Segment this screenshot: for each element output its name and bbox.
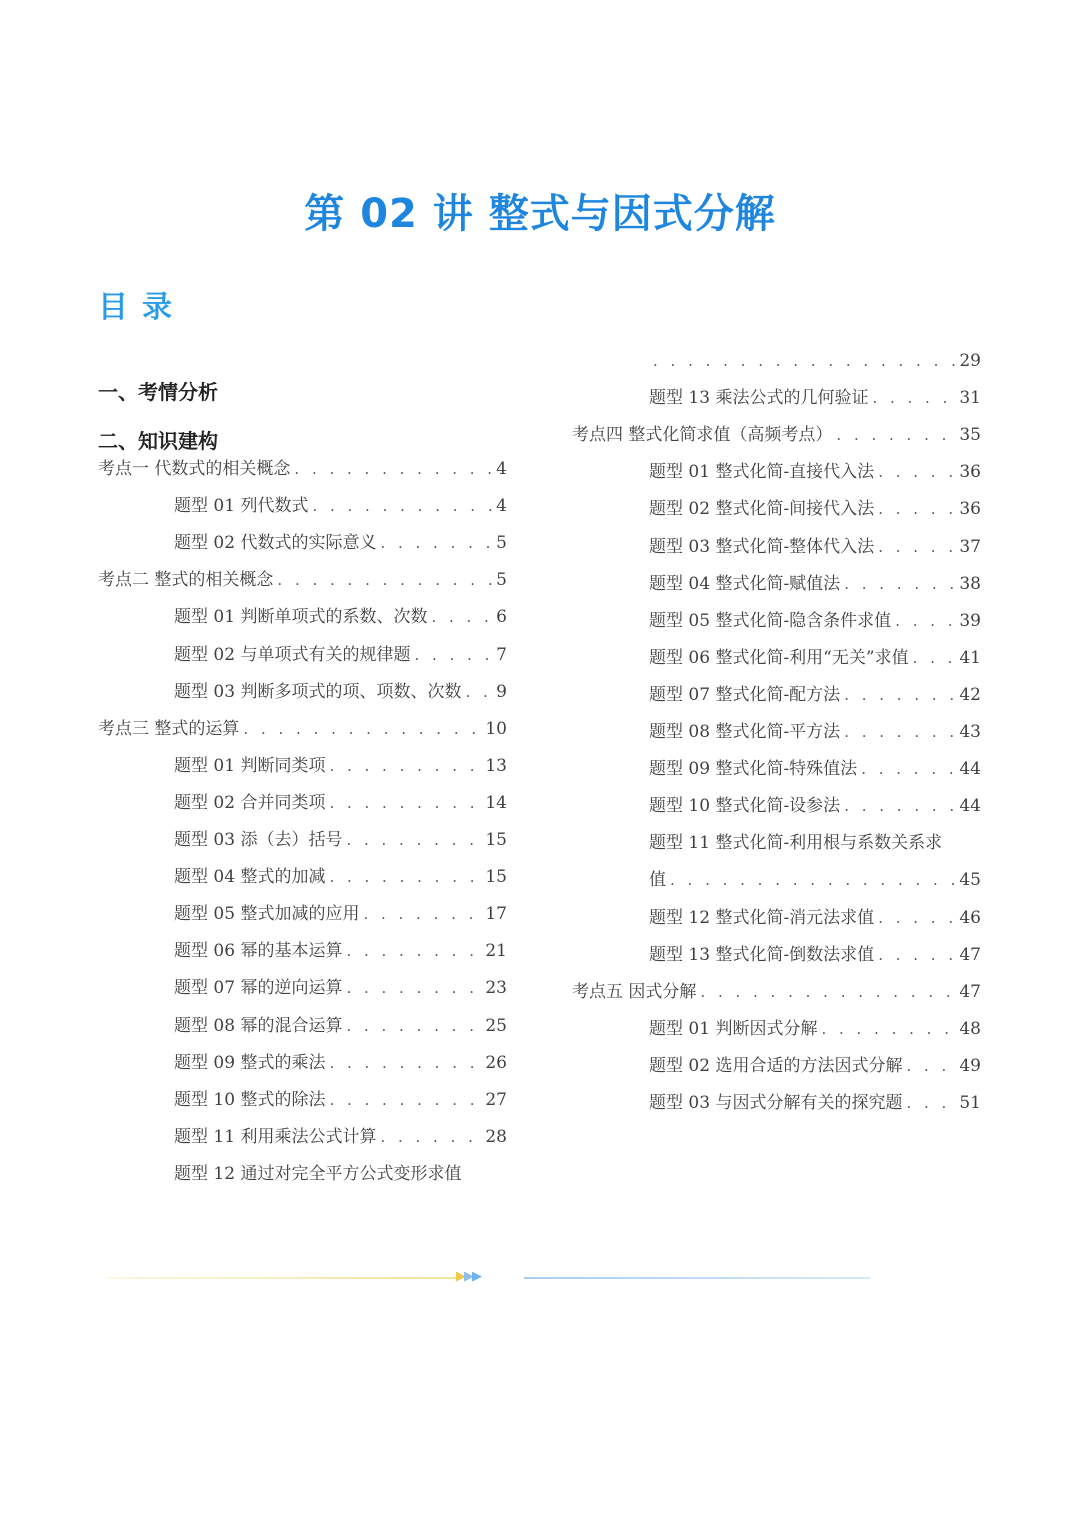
toc-page-number: 35 (959, 425, 981, 446)
toc-page-number: 9 (496, 681, 507, 702)
left-toc-entry-17[interactable] (174, 1087, 507, 1113)
toc-entry-label: 题型 05 整式加减的应用 (174, 904, 360, 925)
right-toc-entry-19[interactable] (649, 1053, 981, 1079)
toc-dot-leader (878, 534, 955, 560)
toc-page-number: 13 (485, 755, 507, 776)
right-toc-entry-4[interactable] (649, 496, 981, 522)
right-toc-entry-16[interactable] (649, 942, 981, 968)
toc-page-number: 42 (959, 684, 981, 705)
right-toc-entry-14[interactable] (649, 867, 981, 893)
toc-page-number: 36 (959, 499, 981, 520)
toc-entry-label: 题型 01 判断同类项 (174, 755, 326, 776)
toc-entry-label: 题型 11 利用乘法公式计算 (174, 1126, 377, 1147)
toc-page-number: 7 (496, 644, 507, 665)
section-knowledge[interactable]: 二、知识建构 (98, 429, 218, 453)
toc-page-number: 44 (959, 759, 981, 780)
toc-entry-label: 题型 02 合并同类项 (174, 792, 326, 813)
toc-page-number: 5 (496, 533, 507, 554)
toc-entry-label: 题型 12 通过对完全平方公式变形求值 (174, 1163, 462, 1184)
toc-entry-label: 题型 08 整式化简-平方法 (649, 722, 841, 742)
toc-page-number: 27 (485, 1089, 507, 1110)
toc-entry-label: 题型 10 整式化简-设参法 (649, 796, 841, 817)
toc-page-number: 25 (485, 1015, 507, 1036)
toc-dot-leader (878, 496, 955, 522)
left-toc-entry-8[interactable] (174, 753, 507, 779)
toc-entry-label: 题型 08 幂的混合运算 (174, 1015, 343, 1036)
toc-dot-leader (243, 716, 481, 742)
left-toc-entry-1[interactable] (174, 493, 507, 519)
toc-page-number: 46 (959, 907, 981, 928)
toc-entry-label: 考点三 整式的运算 (98, 718, 240, 739)
toc-page-number: 47 (959, 981, 981, 1002)
left-toc-entry-10[interactable] (174, 827, 507, 853)
toc-dot-leader (844, 571, 955, 597)
toc-page-number: 31 (959, 388, 981, 409)
toc-entry-label: 考点四 整式化简求值（高频考点） (572, 425, 833, 446)
left-toc-entry-6[interactable] (174, 679, 507, 705)
toc-page-number: 15 (485, 867, 507, 888)
toc-dot-leader (700, 979, 955, 1005)
left-toc-entry-14[interactable] (174, 975, 507, 1001)
toc-dot-leader (844, 682, 955, 708)
toc-dot-leader (294, 456, 492, 482)
toc-dot-leader (346, 938, 481, 964)
toc-entry-label: 题型 03 与因式分解有关的探究题 (649, 1093, 903, 1113)
toc-dot-leader (346, 827, 481, 853)
footer-arrows-icon: ▶▶▶ (456, 1269, 480, 1284)
left-toc-entry-16[interactable] (174, 1050, 507, 1076)
toc-page-number: 44 (959, 796, 981, 817)
toc-entry-label: 值 (649, 870, 666, 891)
toc-dot-leader (329, 1050, 481, 1076)
left-toc-entry-19[interactable] (174, 1161, 507, 1187)
toc-entry-label: 题型 03 判断多项式的项、项数、次数 (174, 681, 462, 702)
toc-heading: 目录 (98, 290, 186, 325)
right-toc-entry-13[interactable] (649, 830, 981, 856)
toc-page-number: 14 (485, 792, 507, 813)
toc-page-number: 48 (959, 1018, 981, 1039)
toc-entry-label: 考点五 因式分解 (572, 981, 697, 1002)
toc-entry-label: 题型 04 整式化简-赋值法 (649, 573, 841, 594)
toc-dot-leader (329, 790, 481, 816)
toc-dot-leader (363, 901, 481, 927)
toc-entry-label: 题型 02 代数式的实际意义 (174, 533, 377, 554)
left-toc-entry-7[interactable] (98, 716, 507, 742)
toc-entry-label: 题型 06 整式化简-利用“无关”求值 (649, 647, 909, 668)
right-toc-entry-9[interactable] (649, 682, 981, 708)
section-analysis[interactable]: 一、考情分析 (98, 380, 218, 404)
toc-dot-leader (414, 642, 492, 668)
toc-entry-label: 题型 01 整式化简-直接代入法 (649, 462, 875, 483)
toc-dot-leader (670, 867, 955, 893)
toc-page-number: 4 (496, 496, 507, 517)
right-toc-entry-12[interactable] (649, 793, 981, 819)
right-toc-entry-17[interactable] (572, 979, 981, 1005)
toc-page-number: 6 (496, 607, 507, 628)
toc-entry-label: 题型 01 判断单项式的系数、次数 (174, 607, 428, 628)
right-toc-entry-0[interactable] (649, 348, 981, 374)
toc-dot-leader (329, 1087, 481, 1113)
page-title: 第 02 讲 整式与因式分解 (304, 191, 776, 237)
toc-page-number: 10 (485, 718, 507, 739)
left-toc-entry-2[interactable] (174, 530, 507, 556)
right-toc-entry-7[interactable] (649, 608, 981, 634)
left-toc-entry-0[interactable] (98, 456, 507, 482)
toc-dot-leader (878, 942, 955, 968)
toc-page-number: 21 (485, 941, 507, 962)
toc-entry-label: 题型 09 整式化简-特殊值法 (649, 759, 858, 780)
right-toc-entry-3[interactable] (649, 459, 981, 485)
toc-entry-label: 题型 07 整式化简-配方法 (649, 684, 841, 705)
toc-entry-label: 题型 13 整式化简-倒数法求值 (649, 944, 875, 965)
toc-entry-label: 题型 06 幂的基本运算 (174, 941, 343, 962)
right-toc-entry-5[interactable] (649, 534, 981, 560)
toc-entry-label: 题型 09 整式的乘法 (174, 1052, 326, 1073)
toc-page-number: 37 (959, 536, 981, 557)
toc-page-number: 51 (959, 1093, 981, 1113)
toc-entry-label: 题型 03 整式化简-整体代入法 (649, 536, 875, 557)
toc-dot-leader (329, 864, 481, 890)
toc-page-number: 26 (485, 1052, 507, 1073)
toc-dot-leader (346, 1013, 481, 1039)
right-toc-entry-6[interactable] (649, 571, 981, 597)
right-toc-entry-2[interactable] (572, 422, 981, 448)
toc-page-number: 17 (485, 904, 507, 925)
toc-entry-label: 题型 01 判断因式分解 (649, 1018, 818, 1039)
right-toc-entry-18[interactable] (649, 1016, 981, 1042)
toc-entry-label: 题型 02 整式化简-间接代入法 (649, 499, 875, 520)
right-toc-entry-8[interactable] (649, 645, 981, 671)
toc-entry-label: 考点一 代数式的相关概念 (98, 459, 291, 479)
toc-page-number: 5 (496, 570, 507, 591)
right-toc-entry-1[interactable] (649, 385, 981, 411)
toc-entry-label: 题型 07 幂的逆向运算 (174, 978, 343, 999)
toc-dot-leader (346, 975, 481, 1001)
right-toc-entry-11[interactable] (649, 756, 981, 782)
toc-page-number: 41 (959, 647, 981, 668)
toc-dot-leader (906, 1090, 955, 1116)
toc-dot-leader (380, 530, 492, 556)
toc-dot-leader (431, 604, 492, 630)
toc-dot-leader (872, 385, 955, 411)
toc-entry-label: 题型 02 与单项式有关的规律题 (174, 644, 411, 665)
toc-dot-leader (329, 753, 481, 779)
toc-page-number: 23 (485, 978, 507, 999)
toc-page-number: 43 (959, 722, 981, 742)
toc-page-number: 29 (959, 351, 981, 371)
toc-entry-label: 题型 12 整式化简-消元法求值 (649, 907, 875, 928)
toc-entry-label: 题型 05 整式化简-隐含条件求值 (649, 610, 892, 631)
footer-divider-left (108, 1277, 458, 1279)
toc-dot-leader (836, 422, 955, 448)
left-toc-entry-11[interactable] (174, 864, 507, 890)
left-toc-entry-12[interactable] (174, 901, 507, 927)
toc-entry-label: 题型 03 添（去）括号 (174, 830, 343, 850)
left-toc-entry-4[interactable] (174, 604, 507, 630)
toc-dot-leader (821, 1016, 955, 1042)
toc-dot-leader (906, 1053, 955, 1079)
toc-page-number: 4 (496, 459, 507, 479)
toc-dot-leader (861, 756, 955, 782)
toc-entry-label: 题型 13 乘法公式的几何验证 (649, 388, 869, 409)
toc-entry-label: 题型 02 选用合适的方法因式分解 (649, 1055, 903, 1076)
toc-page-number: 47 (959, 944, 981, 965)
toc-dot-leader (913, 645, 956, 671)
toc-page-number: 28 (485, 1126, 507, 1147)
toc-dot-leader (653, 348, 955, 374)
toc-dot-leader (895, 608, 955, 634)
right-toc-entry-10[interactable] (649, 719, 981, 745)
left-toc-entry-13[interactable] (174, 938, 507, 964)
toc-dot-leader (844, 719, 955, 745)
toc-entry-label: 题型 10 整式的除法 (174, 1089, 326, 1110)
right-toc-entry-20[interactable] (649, 1090, 981, 1116)
toc-page-number: 38 (959, 573, 981, 594)
right-toc-entry-15[interactable] (649, 905, 981, 931)
toc-dot-leader (844, 793, 955, 819)
toc-entry-label: 题型 11 整式化简-利用根与系数关系求 (649, 833, 943, 854)
footer-divider-right (524, 1277, 870, 1279)
toc-dot-leader (277, 567, 492, 593)
toc-entry-label: 考点二 整式的相关概念 (98, 570, 274, 591)
toc-dot-leader (380, 1124, 481, 1150)
left-toc-entry-3[interactable] (98, 567, 507, 593)
toc-dot-leader (878, 905, 955, 931)
left-toc-entry-9[interactable] (174, 790, 507, 816)
toc-dot-leader (465, 679, 492, 705)
toc-page-number: 15 (485, 830, 507, 850)
toc-dot-leader (312, 493, 492, 519)
toc-dot-leader (878, 459, 955, 485)
left-toc-entry-15[interactable] (174, 1013, 507, 1039)
left-toc-entry-5[interactable] (174, 642, 507, 668)
left-toc-entry-18[interactable] (174, 1124, 507, 1150)
toc-entry-label: 题型 01 列代数式 (174, 496, 309, 517)
toc-page-number: 39 (959, 610, 981, 631)
toc-page-number: 36 (959, 462, 981, 483)
toc-page-number: 49 (959, 1055, 981, 1076)
toc-entry-label: 题型 04 整式的加减 (174, 867, 326, 888)
toc-page-number: 45 (959, 870, 981, 891)
